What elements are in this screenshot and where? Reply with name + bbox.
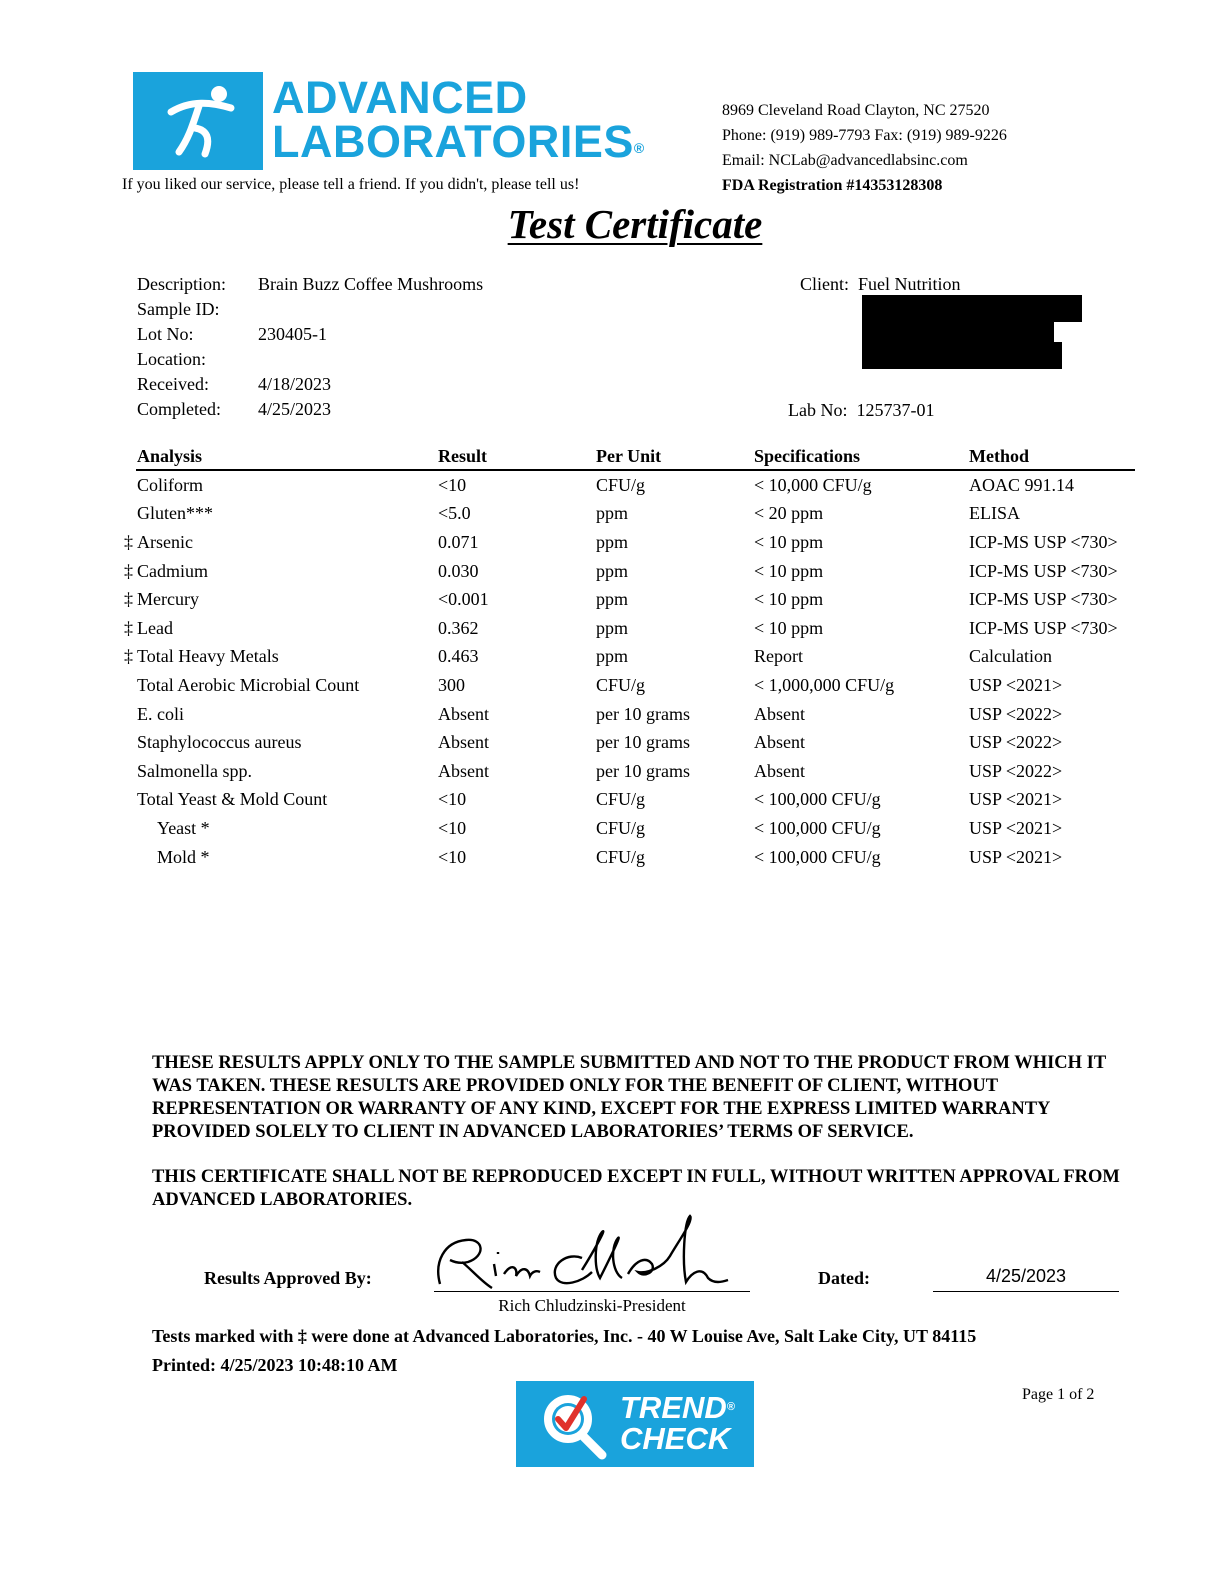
lab-contact-block — [722, 98, 1007, 198]
external-lab-mark: ‡ — [124, 560, 133, 581]
analysis-name: Salmonella spp. — [137, 760, 252, 781]
lot-value: 230405-1 — [258, 324, 327, 344]
disclaimer-paragraph-1: THESE RESULTS APPLY ONLY TO THE SAMPLE SUBMITTED AND NOT TO THE PRODUCT FROM WHICH IT WAS TAKEN. THESE RESULTS ARE PROVIDED ONLY FOR THE BENEFIT OF CLIENT, WITHOUT REPRESENTATION OR WARRANTY OF ANY KIND, EXCEPT FOR THE EXPRESS LIMITED WARRANTY PROVIDED SOLELY TO CLIENT IN ADVANCED LABORATORIES’ TERMS OF SERVICE. — [152, 1053, 1106, 1142]
result-cell: <0.001 — [438, 589, 489, 610]
specification-cell: Report — [754, 646, 803, 667]
analysis-cell — [124, 643, 437, 672]
completed-value: 4/25/2023 — [258, 399, 332, 419]
tagline: If you liked our service, please tell a friend. If you didn't, please tell us! — [122, 176, 580, 193]
external-lab-mark: ‡ — [124, 646, 133, 667]
analysis-cell — [124, 528, 437, 557]
table-row — [136, 470, 1135, 500]
analysis-cell — [124, 585, 437, 614]
dated-label: Dated: — [818, 1268, 870, 1288]
dated-value: 4/25/2023 — [985, 1266, 1067, 1286]
client-value: Fuel Nutrition — [858, 274, 961, 294]
magnifier-check-icon — [524, 1381, 624, 1467]
analysis-name: Coliform — [137, 474, 203, 495]
header-specifications: Specifications — [753, 443, 968, 470]
per-unit-cell: per 10 grams — [596, 703, 690, 724]
specification-cell: < 10 ppm — [754, 560, 824, 581]
printed-timestamp: Printed: 4/25/2023 10:48:10 AM — [152, 1355, 398, 1375]
per-unit-cell: ppm — [596, 617, 629, 638]
result-cell: Absent — [438, 732, 489, 753]
redaction-bar — [862, 320, 1054, 344]
analysis-cell — [136, 470, 437, 500]
analysis-cell — [124, 557, 437, 586]
analysis-cell — [136, 786, 437, 815]
lab-email: Email: NCLab@advancedlabsinc.com — [722, 152, 968, 169]
results-body — [124, 470, 1135, 871]
external-lab-mark: ‡ — [124, 589, 133, 610]
specification-cell: < 100,000 CFU/g — [754, 846, 881, 867]
per-unit-cell: CFU/g — [596, 846, 646, 867]
logo-line-1: ADVANCED — [272, 72, 528, 123]
table-row — [136, 528, 1135, 557]
method-cell: USP <2022> — [969, 760, 1063, 781]
analysis-name: Total Heavy Metals — [137, 646, 279, 667]
specification-cell: Absent — [754, 732, 805, 753]
method-cell: USP <2021> — [969, 817, 1063, 838]
method-cell: USP <2022> — [969, 732, 1063, 753]
analysis-cell — [136, 671, 437, 700]
analysis-name: Arsenic — [137, 531, 193, 552]
sample-id-label: Sample ID: — [137, 299, 220, 319]
trend-check-wordmark — [620, 1392, 735, 1454]
analysis-name: Mold * — [157, 846, 210, 867]
received-value: 4/18/2023 — [258, 374, 332, 394]
analysis-name: Total Aerobic Microbial Count — [137, 674, 360, 695]
specification-cell: < 10,000 CFU/g — [754, 474, 872, 495]
table-row — [136, 557, 1135, 586]
approved-by-label: Results Approved By: — [204, 1268, 372, 1288]
specification-cell: < 100,000 CFU/g — [754, 789, 881, 810]
page-number: Page 1 of 2 — [1022, 1386, 1095, 1403]
analysis-cell — [136, 814, 437, 843]
table-row — [136, 500, 1135, 529]
logo-wordmark — [272, 72, 645, 167]
page-title: Test Certificate — [507, 201, 763, 247]
analysis-cell — [136, 700, 437, 729]
analysis-name: Mercury — [137, 589, 199, 610]
location-label: Location: — [137, 349, 206, 369]
result-cell: 0.463 — [438, 646, 479, 667]
trend-registered-mark: ® — [726, 1401, 735, 1413]
table-row — [136, 814, 1135, 843]
analysis-name: Yeast * — [157, 817, 210, 838]
analysis-cell — [124, 614, 437, 643]
analysis-cell — [136, 757, 437, 786]
method-cell: USP <2022> — [969, 703, 1063, 724]
method-cell: Calculation — [969, 646, 1052, 667]
specification-cell: < 10 ppm — [754, 589, 824, 610]
redaction-bar — [862, 342, 1062, 369]
signature-icon — [432, 1212, 732, 1298]
check-word: CHECK — [620, 1421, 731, 1456]
method-cell: ICP-MS USP <730> — [969, 531, 1118, 552]
table-row — [136, 700, 1135, 729]
specification-cell: Absent — [754, 760, 805, 781]
external-lab-mark: ‡ — [124, 617, 133, 638]
method-cell: ICP-MS USP <730> — [969, 560, 1118, 581]
sample-info-block — [137, 272, 483, 422]
analysis-name: Lead — [137, 617, 173, 638]
method-cell: ICP-MS USP <730> — [969, 589, 1118, 610]
lot-label: Lot No: — [137, 324, 194, 344]
completed-label: Completed: — [137, 399, 221, 419]
header-result: Result — [437, 443, 595, 470]
analysis-cell — [136, 500, 437, 529]
trend-word: TREND — [620, 1390, 727, 1425]
analysis-name: Staphylococcus aureus — [137, 732, 302, 753]
table-row — [136, 671, 1135, 700]
method-cell: AOAC 991.14 — [969, 474, 1075, 495]
analysis-name: Total Yeast & Mold Count — [137, 789, 328, 810]
lab-phone: Phone: (919) 989-7793 Fax: (919) 989-9226 — [722, 127, 1007, 144]
client-block — [800, 272, 961, 297]
per-unit-cell: CFU/g — [596, 817, 646, 838]
method-cell: USP <2021> — [969, 674, 1063, 695]
approver-name: Rich Chludzinski-President — [498, 1296, 686, 1315]
table-header-row — [136, 443, 1135, 470]
per-unit-cell: CFU/g — [596, 674, 646, 695]
result-cell: <10 — [438, 846, 467, 867]
result-cell: 0.030 — [438, 560, 479, 581]
redaction-bar — [862, 295, 1082, 322]
analysis-cell — [136, 728, 437, 757]
table-row — [136, 585, 1135, 614]
per-unit-cell: CFU/g — [596, 789, 646, 810]
method-cell: USP <2021> — [969, 846, 1063, 867]
table-row — [136, 843, 1135, 872]
received-label: Received: — [137, 374, 209, 394]
header-method: Method — [968, 443, 1135, 470]
lab-no-value: 125737-01 — [856, 400, 935, 420]
per-unit-cell: per 10 grams — [596, 760, 690, 781]
table-row — [136, 728, 1135, 757]
table-row — [136, 643, 1135, 672]
disclaimer — [152, 1052, 1132, 1234]
signature-line — [434, 1291, 750, 1292]
result-cell: 300 — [438, 674, 465, 695]
method-cell: ELISA — [969, 503, 1020, 524]
method-cell: USP <2021> — [969, 789, 1063, 810]
specification-cell: < 20 ppm — [754, 503, 824, 524]
per-unit-cell: ppm — [596, 531, 629, 552]
result-cell: Absent — [438, 703, 489, 724]
per-unit-cell: ppm — [596, 646, 629, 667]
lab-no-block — [788, 398, 934, 423]
per-unit-cell: ppm — [596, 560, 629, 581]
per-unit-cell: ppm — [596, 503, 629, 524]
table-row — [136, 786, 1135, 815]
specification-cell: Absent — [754, 703, 805, 724]
description-label: Description: — [137, 274, 226, 294]
analysis-name: Gluten*** — [137, 503, 213, 524]
lab-no-label: Lab No: — [788, 400, 848, 420]
result-cell: <10 — [438, 474, 467, 495]
analysis-name: Cadmium — [137, 560, 208, 581]
fda-registration: FDA Registration #14353128308 — [722, 177, 943, 194]
analysis-cell — [136, 843, 437, 872]
per-unit-cell: CFU/g — [596, 474, 646, 495]
result-cell: 0.071 — [438, 531, 479, 552]
specification-cell: < 10 ppm — [754, 531, 824, 552]
client-label: Client: — [800, 274, 849, 294]
specification-cell: < 1,000,000 CFU/g — [754, 674, 895, 695]
method-cell: ICP-MS USP <730> — [969, 617, 1118, 638]
logo-line-2: LABORATORIES — [272, 116, 634, 167]
logo-registered-mark: ® — [633, 140, 645, 156]
result-cell: Absent — [438, 760, 489, 781]
per-unit-cell: per 10 grams — [596, 732, 690, 753]
specification-cell: < 100,000 CFU/g — [754, 817, 881, 838]
result-cell: 0.362 — [438, 617, 479, 638]
footnote: Tests marked with ‡ were done at Advanced Laboratories, Inc. - 40 W Louise Ave, Salt Lake City, UT 84115 — [152, 1326, 977, 1346]
table-row — [136, 614, 1135, 643]
disclaimer-paragraph-2: THIS CERTIFICATE SHALL NOT BE REPRODUCED EXCEPT IN FULL, WITHOUT WRITTEN APPROVAL FROM ADVANCED LABORATORIES. — [152, 1167, 1120, 1210]
result-cell: <5.0 — [438, 503, 471, 524]
header-per-unit: Per Unit — [595, 443, 753, 470]
result-cell: <10 — [438, 817, 467, 838]
external-lab-mark: ‡ — [124, 531, 133, 552]
specification-cell: < 10 ppm — [754, 617, 824, 638]
dated-line — [933, 1291, 1119, 1292]
per-unit-cell: ppm — [596, 589, 629, 610]
result-cell: <10 — [438, 789, 467, 810]
analysis-name: E. coli — [137, 703, 184, 724]
lab-address: 8969 Cleveland Road Clayton, NC 27520 — [722, 102, 990, 119]
table-row — [136, 757, 1135, 786]
description-value: Brain Buzz Coffee Mushrooms — [258, 274, 484, 294]
results-table — [124, 443, 1135, 871]
header-analysis: Analysis — [136, 443, 437, 470]
logo-figure-icon — [133, 72, 263, 170]
